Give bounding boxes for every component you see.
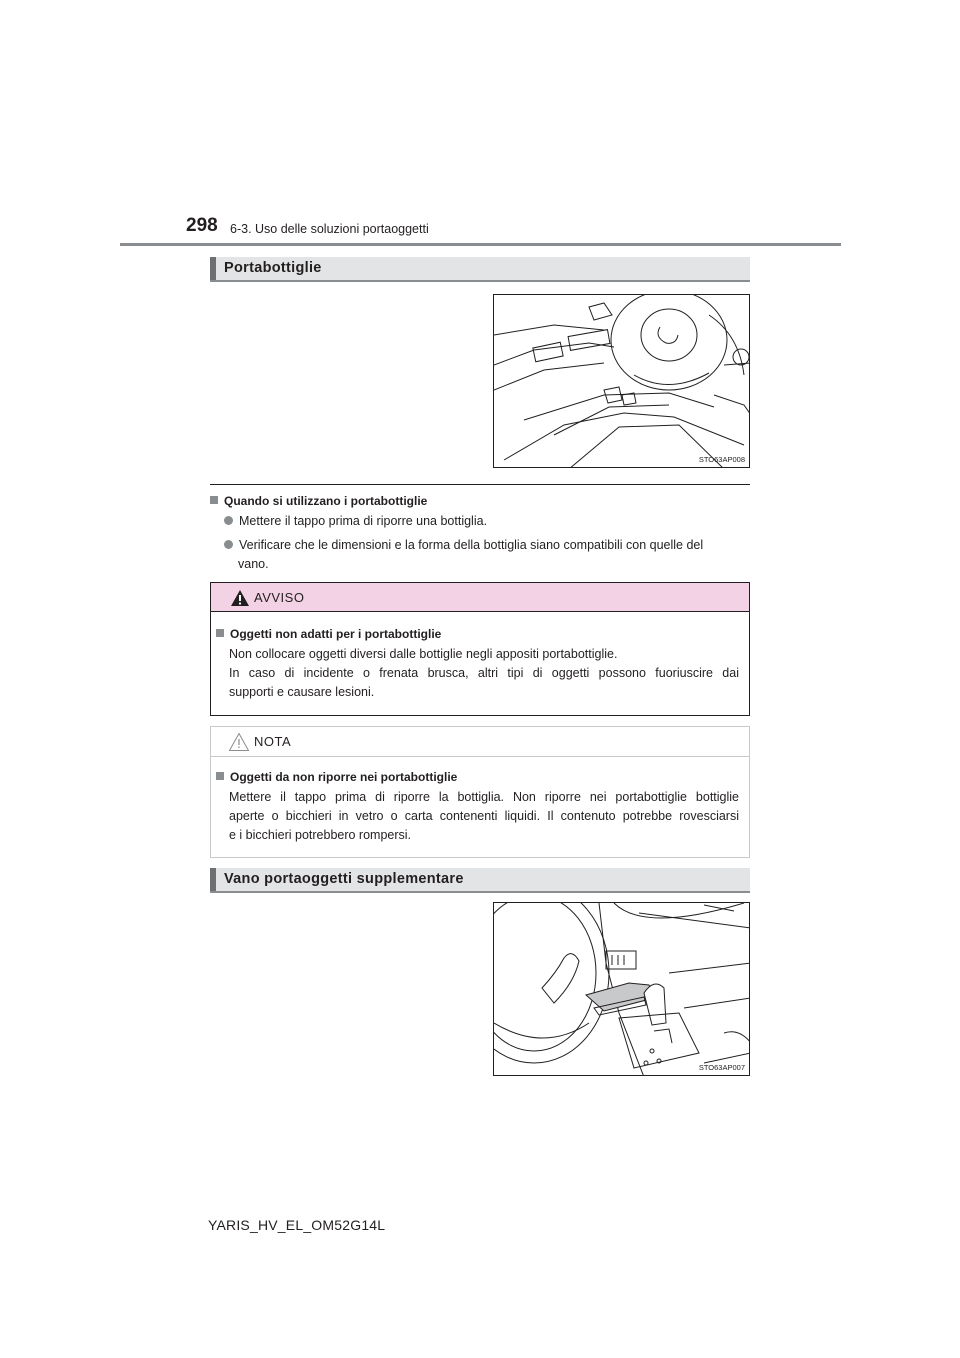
usage-bullet-1: Mettere il tappo prima di riporre una bottiglia. — [224, 512, 750, 531]
section-accent — [210, 868, 216, 891]
note-label: NOTA — [254, 734, 292, 749]
warning-box — [210, 582, 750, 716]
square-bullet-icon — [210, 496, 218, 504]
warning-triangle-icon — [230, 589, 250, 607]
square-bullet-icon — [216, 772, 224, 780]
breadcrumb: 6-3. Uso delle soluzioni portaoggetti — [230, 222, 429, 236]
caution-triangle-icon — [228, 732, 250, 752]
square-bullet-icon — [216, 629, 224, 637]
header-divider — [120, 243, 841, 246]
section-accent — [210, 257, 216, 280]
warning-label: AVVISO — [254, 590, 305, 605]
figure-code: STO63AP008 — [698, 455, 745, 464]
usage-heading: Quando si utilizzano i portabottiglie — [210, 494, 427, 508]
figure-code: STO63AP007 — [698, 1063, 745, 1072]
auxiliary-box-illustration — [493, 902, 750, 1076]
section-heading-vano — [210, 868, 750, 893]
warning-text: Non collocare oggetti diversi dalle bottiglie negli appositi portabottiglie. In caso di incidente o frenata brusca, altri tipi di oggetti possono fuoriuscire dai supporti e causare lesioni. — [229, 647, 739, 699]
warning-header — [211, 583, 749, 612]
section-heading-portabottiglie — [210, 257, 750, 282]
usage-bullet-2: Verificare che le dimensioni e la forma della bottiglia siano compatibili con quelle del — [224, 536, 750, 555]
note-box — [210, 726, 750, 858]
round-bullet-icon — [224, 516, 233, 525]
page-number: 298 — [186, 215, 218, 236]
note-heading: Oggetti da non riporre nei portabottiglie — [216, 770, 457, 784]
section-title: Portabottiglie — [224, 260, 322, 276]
round-bullet-icon — [224, 540, 233, 549]
note-header — [211, 727, 749, 757]
usage-bullet-2-cont: vano. — [238, 557, 269, 571]
warning-heading: Oggetti non adatti per i portabottiglie — [216, 627, 441, 641]
note-text: Mettere il tappo prima di riporre la bottiglia. Non riporre nei portabottiglie bottiglie aperte o bicchieri in vetro o carta contenenti liquidi. Il contenuto potrebbe rovesciarsi e i bicchieri potrebbero rompersi. — [229, 790, 739, 842]
bottle-holder-illustration — [493, 294, 750, 468]
section-divider — [210, 484, 750, 485]
section-title: Vano portaoggetti supplementare — [224, 871, 464, 887]
document-code: YARIS_HV_EL_OM52G14L — [208, 1217, 386, 1233]
